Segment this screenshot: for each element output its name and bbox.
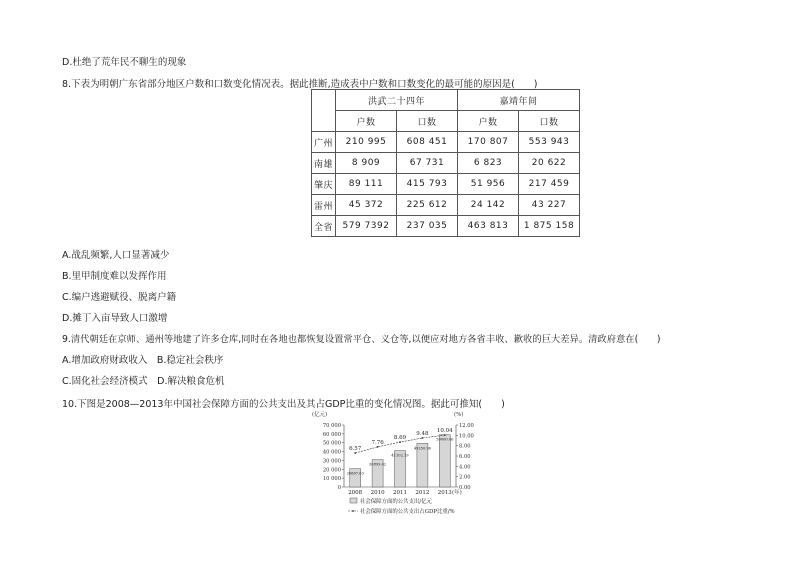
table-header-kou: 口数 — [397, 111, 458, 132]
table-row — [312, 195, 580, 216]
y-left-tick-label: 50 000 — [322, 440, 341, 447]
y-left-unit: (亿元) — [312, 412, 328, 418]
options-9-ab: A.增加政府财政收入 B.稳定社会秩序 — [62, 355, 224, 366]
y-left-tick-label: 30 000 — [322, 458, 341, 465]
line-value-label: 9.48 — [416, 431, 429, 438]
line-point — [354, 452, 356, 454]
y-left-tick-label: 20 000 — [322, 467, 341, 474]
y-right-unit: (%) — [454, 412, 464, 418]
table-cell-region: 雷州 — [312, 195, 336, 216]
table-cell: 608 451 — [397, 132, 458, 153]
legend-bar-swatch — [350, 498, 357, 503]
table-row — [312, 216, 580, 237]
y-right-tick-label: 10.00 — [459, 433, 474, 440]
table-header-kou: 口数 — [519, 111, 580, 132]
table-cell: 463 813 — [458, 216, 519, 237]
x-tick-label: 2008 — [348, 490, 363, 496]
table-cell: 217 459 — [519, 174, 580, 195]
x-tick-label: 2013 — [437, 490, 452, 496]
y-right-tick-label: 12.00 — [459, 423, 474, 429]
legend-line-label: 社会保障方面的公共支出占GDP比重/% — [360, 509, 455, 515]
y-left-tick-label: 60 000 — [322, 431, 341, 438]
table-cell: 89 111 — [336, 174, 397, 195]
table-cell-region: 南雄 — [312, 153, 336, 174]
table-header-hu: 户数 — [458, 111, 519, 132]
table-cell: 8 909 — [336, 153, 397, 174]
table-cell: 51 956 — [458, 174, 519, 195]
table-cell: 170 807 — [458, 132, 519, 153]
options-9-cd: C.固化社会经济模式 D.解决粮食危机 — [62, 376, 225, 387]
line-point — [377, 446, 379, 448]
line-value-label: 8.69 — [393, 435, 407, 442]
table-cell: 1 875 158 — [519, 216, 580, 237]
x-tick-label: 2012 — [415, 490, 430, 496]
y-right-tick-label: 4.00 — [459, 464, 471, 471]
bar-value-label: 30899.02 — [369, 462, 387, 467]
table-header-hu: 户数 — [336, 111, 397, 132]
table-cell: 43 227 — [519, 195, 580, 216]
table-cell: 225 612 — [397, 195, 458, 216]
y-right-tick-label: 2.00 — [459, 474, 471, 481]
line-value-label: 7.76 — [371, 439, 384, 446]
legend-line-point — [352, 510, 354, 512]
table-cell: 67 731 — [397, 153, 458, 174]
table-row — [312, 153, 580, 174]
line-value-label: 10.04 — [436, 428, 453, 435]
y-right-tick-label: 8.00 — [459, 443, 471, 450]
table-cell: 6 823 — [458, 153, 519, 174]
chart-svg — [308, 408, 488, 520]
bar-value-label: 59000.46 — [436, 437, 454, 442]
y-left-tick-label: 0 — [337, 485, 341, 491]
table-group-jiajing: 嘉靖年间 — [458, 90, 580, 111]
question-9: 9.清代朝廷在京师、通州等地建了许多仓库,同时在各地也都恢复设置常平仓、义仓等,以便应对地方各省丰收、歉收的巨大差异。清政府意在( ) — [62, 334, 661, 345]
table-row — [312, 174, 580, 195]
table-cell-region: 肇庆 — [312, 174, 336, 195]
table-cell-region: 全省 — [312, 216, 336, 237]
bar-value-label: 20667.63 — [346, 471, 364, 476]
bar-value-label: 41102.19 — [391, 453, 409, 458]
line-point — [399, 441, 401, 443]
y-left-tick-label: 40 000 — [322, 449, 341, 456]
option-d: D.摊丁入亩导致人口激增 — [62, 313, 168, 324]
table-row — [312, 132, 580, 153]
option-b: B.里甲制度难以发挥作用 — [62, 271, 167, 282]
table-cell: 210 995 — [336, 132, 397, 153]
table-cell: 237 035 — [397, 216, 458, 237]
y-left-tick-label: 10 000 — [322, 476, 341, 483]
table-cell-region: 广州 — [312, 132, 336, 153]
table-cell: 45 372 — [336, 195, 397, 216]
option-d-prev: D.杜绝了荒年民不聊生的现象 — [62, 57, 187, 68]
table-group-hongwu: 洪武二十四年 — [336, 90, 458, 111]
x-tick-label: 2011 — [393, 490, 407, 496]
social-security-chart — [308, 408, 488, 524]
table-cell: 24 142 — [458, 195, 519, 216]
x-tick-label: 2010 — [370, 490, 385, 496]
table-cell: 553 943 — [519, 132, 580, 153]
bar — [439, 435, 450, 487]
option-a: A.战乱频繁,人口显著减少 — [62, 250, 170, 261]
table-corner — [312, 90, 336, 132]
table-cell: 579 7392 — [336, 216, 397, 237]
bar-value-label: 49250.96 — [413, 446, 431, 451]
legend-bar-label: 社会保障方面的公共支出/亿元 — [360, 499, 432, 505]
y-right-tick-label: 6.00 — [459, 454, 471, 460]
x-unit: (年) — [452, 490, 462, 496]
y-right-tick-label: 0.00 — [459, 485, 471, 491]
line-value-label: 6.57 — [349, 446, 362, 453]
line-point — [422, 437, 424, 439]
line-point — [444, 434, 446, 436]
household-table — [311, 89, 580, 237]
table-cell: 415 793 — [397, 174, 458, 195]
y-left-tick-label: 70 000 — [322, 423, 341, 429]
question-8: 8.下表为明朝广东省部分地区户数和口数变化情况表。据此推断,造成表中户数和口数变化的最可能的原因是( ) — [62, 79, 538, 90]
option-c: C.编户逃避赋役、脱离户籍 — [62, 292, 177, 303]
table-cell: 20 622 — [519, 153, 580, 174]
question-10: 10.下图是2008—2013年中国社会保障方面的公共支出及其占GDP比重的变化情况图。据此可推知( ) — [62, 399, 505, 410]
